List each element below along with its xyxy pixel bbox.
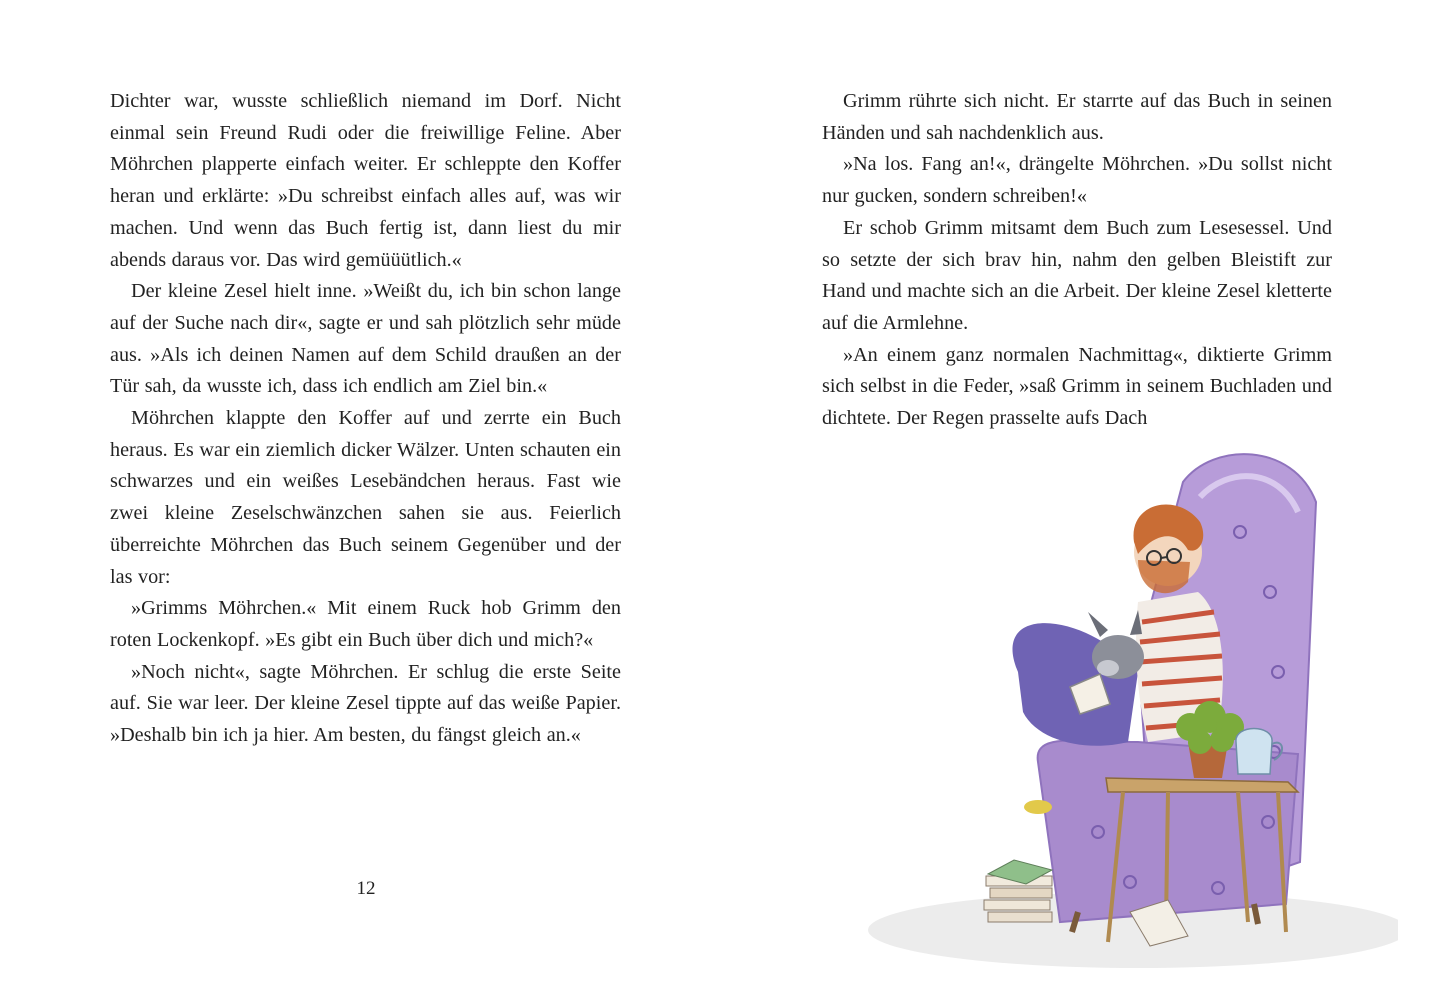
paragraph: Möhrchen klappte den Koffer auf und zerrte ein Buch heraus. Es war ein ziemlich dicker Wälzer. Unten schauten ein schwarzes und ein weißes Lesebändchen heraus. Fast wie zwei kleine Zeselschwänzchen sahen sie aus. Feierlich überreichte Möhrchen das Buch seinem Gegenüber und der las vor:	[110, 407, 621, 588]
left-page	[0, 0, 720, 1000]
paragraph: Grimm rührte sich nicht. Er starrte auf das Buch in seinen Händen und sah nachdenklich aus.	[822, 90, 1332, 144]
book-stack	[984, 860, 1052, 922]
right-text-column	[822, 86, 1332, 435]
right-page	[722, 0, 1443, 1000]
page-number: 12	[356, 878, 376, 899]
armchair-reading-illustration	[838, 442, 1398, 982]
paragraph: »Na los. Fang an!«, drängelte Möhrchen. »Du sollst nicht nur gucken, sondern schreiben!«	[822, 153, 1332, 208]
slipper	[1024, 800, 1052, 814]
teapot	[1236, 729, 1272, 775]
paragraph: Der kleine Zesel hielt inne. »Weißt du, ich bin schon lange auf der Suche nach dir«, sagte er und sah plötzlich sehr müde aus. »Als ich deinen Namen auf dem Schild draußen an der Tür sah, da wusste ich, dass ich endlich am Ziel bin.«	[110, 280, 621, 398]
left-text-column	[110, 86, 621, 752]
paragraph: »Grimms Möhrchen.« Mit einem Ruck hob Grimm den roten Lockenkopf. »Es gibt ein Buch über dich und mich?«	[110, 597, 621, 651]
paragraph: »Noch nicht«, sagte Möhrchen. Er schlug die erste Seite auf. Sie war leer. Der kleine Zesel tippte auf das weiße Papier. »Deshalb bin ich ja hier. Am besten, du fängst gleich an.«	[110, 660, 621, 747]
paragraph: Dichter war, wusste schließlich niemand im Dorf. Nicht einmal sein Freund Rudi oder die freiwillige Feline. Aber Möhrchen plapperte einfach weiter. Er schleppte den Koffer heran und erklärte: »Du schreibst einfach alles auf, was wir machen. Und wenn das Buch fertig ist, dann liest du mir abends daraus vor. Das wird gemüüütlich.«	[110, 90, 621, 271]
paragraph: »An einem ganz normalen Nachmittag«, diktierte Grimm sich selbst in die Feder, »saß Grimm in seinem Buchladen und dichtete. Der Regen prasselte aufs Dach	[822, 343, 1332, 430]
donkey-ears	[1088, 610, 1142, 637]
paragraph: Er schob Grimm mitsamt dem Buch zum Lesesessel. Und so setzte der sich brav hin, nahm den gelben Bleistift zur Hand und machte sich an die Arbeit. Der kleine Zesel kletterte auf die Armlehne.	[822, 216, 1332, 334]
